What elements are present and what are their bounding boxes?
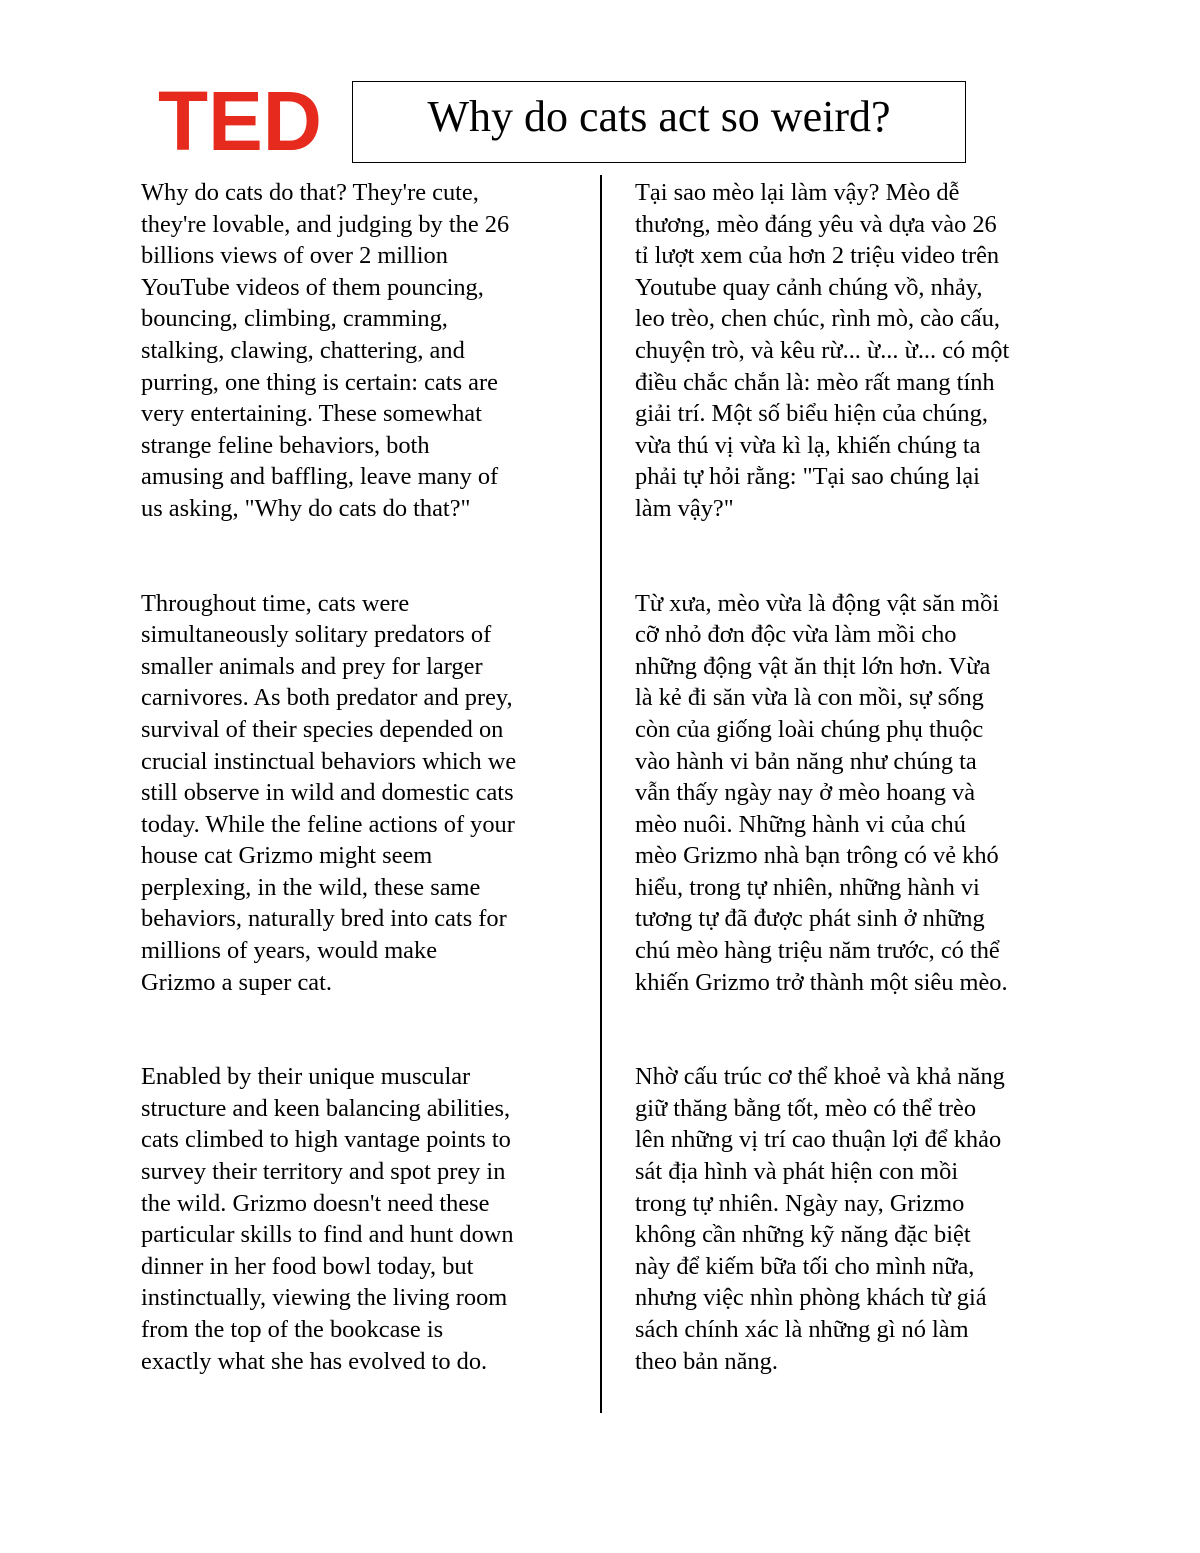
column-divider	[600, 175, 602, 1413]
vietnamese-column	[635, 177, 1085, 1377]
english-paragraph-2: Throughout time, cats were simultaneously solitary predators of smaller animals and prey for larger carnivores. As both predator and prey, survival of their species depended on crucial instinctual behaviors which we still observe in wild and domestic cats today. While the feline actions of your house cat Grizmo might seem perplexing, in the wild, these same behaviors, naturally bred into cats for millions of years, would make Grizmo a super cat.	[141, 589, 517, 996]
ted-logo-text: TED	[158, 88, 322, 154]
vietnamese-paragraph-2: Từ xưa, mèo vừa là động vật săn mồi cỡ nhỏ đơn độc vừa làm mồi cho những động vật ăn thịt lớn hơn. Vừa là kẻ đi săn vừa là con mồi, sự sống còn của giống loài chúng phụ thuộc vào hành vi bản năng như chúng ta vẫn thấy ngày nay ở mèo hoang và mèo nuôi. Những hành vi của chú mèo Grizmo nhà bạn trông có vẻ khó hiểu, trong tự nhiên, những hành vi tương tự đã được phát sinh ở những chú mèo hàng triệu năm trước, có thể khiến Grizmo trở thành một siêu mèo.	[635, 589, 1008, 996]
english-column	[141, 177, 581, 1377]
english-paragraph-1: Why do cats do that? They're cute, they're lovable, and judging by the 26 billions views of over 2 million YouTube videos of them pouncing, bouncing, climbing, cramming, stalking, clawing, chattering, and purring, one thing is certain: cats are very entertaining. These somewhat strange feline behaviors, both amusing and baffling, leave many of us asking, "Why do cats do that?"	[141, 179, 510, 522]
vietnamese-paragraph-3: Nhờ cấu trúc cơ thể khoẻ và khả năng giữ thăng bằng tốt, mèo có thể trèo lên những vị trí cao thuận lợi để khảo sát địa hình và phát hiện con mồi trong tự nhiên. Ngày nay, Grizmo không cần những kỹ năng đặc biệt này để kiếm bữa tối cho mình nữa, nhưng việc nhìn phòng khách từ giá sách chính xác là những gì nó làm theo bản năng.	[635, 1063, 1005, 1375]
english-paragraph-3: Enabled by their unique muscular structure and keen balancing abilities, cats climbed to high vantage points to survey their territory and spot prey in the wild. Grizmo doesn't need these particular skills to find and hunt down dinner in her food bowl today, but instinctually, viewing the living room from the top of the bookcase is exactly what she has evolved to do.	[141, 1063, 514, 1375]
page-title: Why do cats act so weird?	[352, 81, 966, 163]
ted-logo	[158, 88, 324, 154]
vietnamese-paragraph-1: Tại sao mèo lại làm vậy? Mèo dễ thương, mèo đáng yêu và dựa vào 26 tỉ lượt xem của hơn 2 triệu video trên Youtube quay cảnh chúng vồ, nhảy, leo trèo, chen chúc, rình mò, cào cấu, chuyện trò, và kêu rừ... ừ... ừ... có một điều chắc chắn là: mèo rất mang tính giải trí. Một số biểu hiện của chúng, vừa thú vị vừa kì lạ, khiến chúng ta phải tự hỏi rằng: "Tại sao chúng lại làm vậy?"	[635, 179, 1010, 522]
